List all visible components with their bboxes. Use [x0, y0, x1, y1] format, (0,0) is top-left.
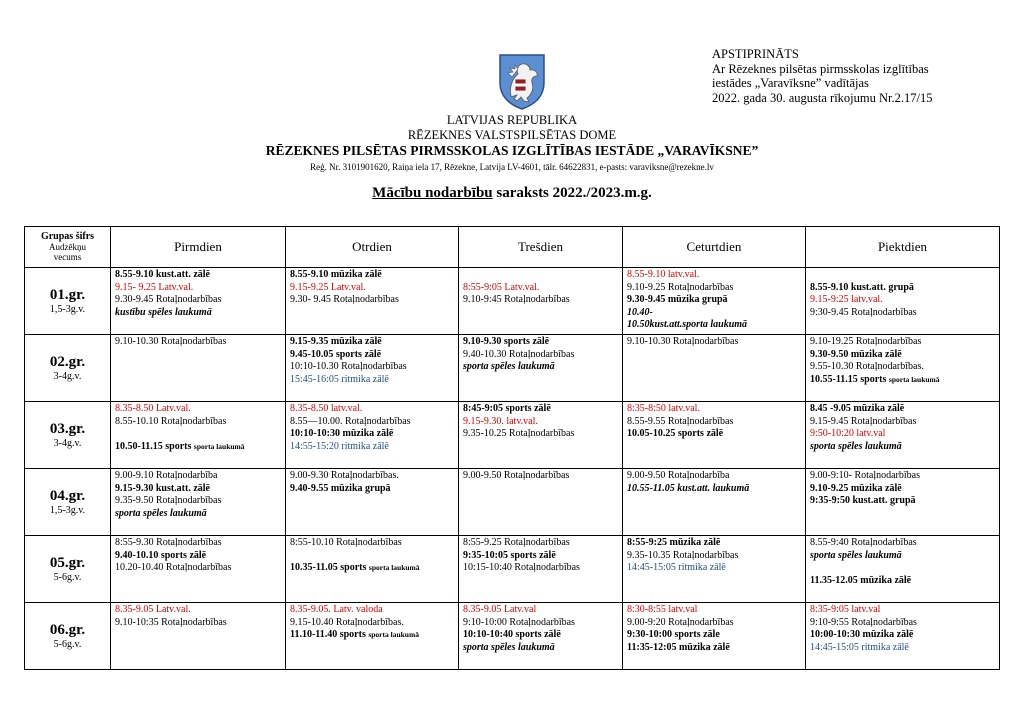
activity-text: 9:30-10:00 sports zāle — [627, 629, 720, 641]
group-cell — [25, 469, 111, 536]
activity-text: 9.40-10.30 Rotaļnodarbības — [463, 348, 575, 360]
schedule-cell — [111, 469, 286, 536]
activity-line — [290, 483, 454, 496]
activity-text: 8.35-8.50 Latv.val. — [115, 403, 191, 414]
activity-text: 9.40-10.10 sports zālē — [115, 549, 207, 561]
activity-line — [810, 483, 995, 496]
activity-line — [627, 617, 801, 630]
activity-line — [115, 416, 281, 429]
activity-line — [115, 604, 281, 617]
activity-line — [115, 269, 281, 282]
activity-text: 8:35-8:50 latv.val. — [627, 403, 700, 414]
activity-text: 10.35-11.05 sports — [290, 562, 367, 574]
activity-text: 8.35-9.05 Latv.val. — [115, 604, 191, 615]
activity-line — [115, 403, 281, 416]
institution-title: RĒZEKNES PILSĒTAS PIRMSSKOLAS IZGLĪTĪBAS IESTĀDE „VARAVĪKSNE” — [265, 143, 759, 158]
activity-text: 10.55-11.15 sports — [810, 373, 887, 385]
activity-line — [463, 470, 618, 483]
activity-line — [290, 403, 454, 416]
activity-line — [810, 416, 995, 429]
activity-line — [290, 349, 454, 362]
schedule-cell — [286, 603, 459, 670]
activity-line — [115, 307, 281, 320]
activity-text: 8.55-9.55 Rotaļnodarbības — [627, 415, 734, 427]
approval-line: APSTIPRINĀTS — [712, 47, 799, 61]
activity-line — [810, 349, 995, 362]
activity-line — [290, 441, 454, 454]
activity-text: 9:35-10:05 sports zālē — [463, 549, 556, 561]
schedule-cell — [286, 469, 459, 536]
activity-line — [115, 508, 281, 521]
activity-line — [810, 441, 995, 454]
table-row — [25, 603, 1000, 670]
schedule-cell — [111, 268, 286, 335]
approval-block — [712, 47, 1012, 105]
group-name: 03.gr. — [49, 420, 86, 437]
schedule-cell — [459, 335, 623, 402]
activity-line — [810, 282, 995, 295]
activity-text: 11.10-11.40 sports — [290, 629, 366, 641]
activity-text: 9.10-9:45 Rotaļnodarbības — [463, 294, 570, 306]
title-rest: saraksts 2022./2023.m.g. — [492, 185, 652, 201]
group-header-sub: vecums — [53, 252, 82, 262]
group-name: 01.gr. — [49, 286, 86, 303]
activity-text: 9:10-10:00 Rotaļnodarbības — [463, 616, 575, 628]
schedule-cell — [806, 469, 1000, 536]
schedule-cell — [459, 603, 623, 670]
activity-text: 8.35-9.05 Latv.val — [463, 604, 537, 615]
schedule-cell — [111, 335, 286, 402]
activity-text: 9.00-9.10 Rotaļnodarbība — [115, 470, 218, 481]
activity-line — [810, 374, 995, 387]
activity-text: 8:55-10.10 Rotaļnodarbības — [290, 537, 402, 548]
table-row — [25, 402, 1000, 469]
activity-text: 9.10-10:35 Rotaļnodarbības — [115, 616, 227, 628]
activity-line — [627, 403, 801, 416]
activity-text: 8:45-9:05 sports zālē — [463, 403, 551, 414]
schedule-cell — [286, 402, 459, 469]
activity-line — [810, 642, 995, 655]
activity-line — [463, 361, 618, 374]
schedule-cell — [623, 536, 806, 603]
activity-line — [290, 294, 454, 307]
activity-text: sporta spēles laukumā — [115, 507, 207, 519]
activity-line — [463, 416, 618, 429]
table-row — [25, 268, 1000, 335]
activity-line — [115, 495, 281, 508]
activity-line — [115, 336, 281, 349]
activity-line — [290, 416, 454, 429]
activity-line — [463, 629, 618, 642]
schedule-cell — [286, 268, 459, 335]
title-underlined: Mācību nodarbību — [372, 185, 493, 201]
group-age: 5-6g.v. — [53, 571, 82, 583]
activity-line — [627, 307, 801, 320]
schedule-cell — [623, 402, 806, 469]
activity-line — [115, 617, 281, 630]
activity-line — [463, 617, 618, 630]
activity-line — [463, 562, 618, 575]
table-row — [25, 536, 1000, 603]
group-column-header — [25, 227, 111, 268]
activity-text: 9.00-9.30 Rotaļnodarbības. — [290, 470, 399, 481]
activity-line — [810, 550, 995, 563]
activity-line — [290, 629, 454, 642]
day-header: Otrdien — [286, 227, 459, 268]
activity-line — [463, 428, 618, 441]
activity-line — [810, 428, 995, 441]
activity-line — [810, 403, 995, 416]
activity-text: 9.10-10.30 Rotaļnodarbības — [627, 336, 739, 347]
activity-line — [290, 428, 454, 441]
activity-text: 9.15-9.30. latv.val. — [463, 415, 538, 427]
activity-line — [290, 550, 454, 563]
activity-line — [115, 294, 281, 307]
activity-line — [810, 575, 995, 588]
activity-text: 10:10-10.30 Rotaļnodarbības — [290, 361, 407, 373]
activity-text: 9.15-9.35 mūzika zālē — [290, 336, 382, 347]
group-cell — [25, 536, 111, 603]
table-row — [25, 335, 1000, 402]
group-name: 04.gr. — [49, 487, 86, 504]
activity-line — [810, 307, 995, 320]
activity-text: 10:10-10:30 mūzika zālē — [290, 428, 394, 440]
group-header-sub: Audzēkņu — [49, 242, 86, 252]
coat-of-arms-icon — [497, 52, 547, 110]
activity-text: 8.55-9:40 Rotaļnodarbības — [810, 537, 917, 548]
registration-line: Reģ. Nr. 3101901620, Raiņa iela 17, Rēzekne, Latvija LV-4601, tālr. 64622831, e-pasts: varaviksne@rezekne.lv — [310, 162, 714, 172]
page-title — [0, 185, 1024, 202]
day-header: Pirmdien — [111, 227, 286, 268]
activity-text: 9.30- 9.45 Rotaļnodarbības — [290, 294, 399, 306]
group-cell — [25, 603, 111, 670]
group-age: 1,5-3g.v. — [49, 504, 86, 516]
activity-line — [290, 604, 454, 617]
activity-line — [627, 269, 801, 282]
day-header: Piektdien — [806, 227, 1000, 268]
group-name: 06.gr. — [49, 621, 86, 638]
activity-text: 9.15-9.25 Latv.val. — [290, 281, 366, 293]
activity-text: 9.45-10.05 sports zālē — [290, 348, 382, 360]
activity-text: sporta spēles laukumā — [463, 361, 555, 373]
activity-text: 11.35-12.05 mūzika zālē — [810, 574, 912, 586]
activity-text: 9:35-9:50 kust.att. grupā — [810, 495, 916, 507]
activity-line — [810, 629, 995, 642]
activity-line — [290, 269, 454, 282]
activity-text: 8:30-8:55 latv.val — [627, 604, 698, 615]
activity-text: 9.35-10.35 Rotaļnodarbības — [627, 549, 739, 561]
activity-text: 8:55-9:05 Latv.val. — [463, 281, 540, 293]
activity-line — [115, 562, 281, 575]
activity-text: 9.15-9.45 Rotaļnodarbības — [810, 415, 917, 427]
schedule-cell — [286, 536, 459, 603]
schedule-cell — [111, 402, 286, 469]
activity-line — [115, 537, 281, 550]
activity-line — [463, 604, 618, 617]
activity-line — [810, 562, 995, 575]
activity-line — [810, 336, 995, 349]
activity-text: 9.40-9.55 mūzika grupā — [290, 482, 391, 494]
activity-text: sporta spēles laukumā — [810, 440, 902, 452]
activity-text: 9.00-9.50 Rotaļnodarbība — [627, 470, 730, 481]
group-name: 05.gr. — [49, 554, 86, 571]
activity-line — [463, 336, 618, 349]
activity-text: 9.35-9.50 Rotaļnodarbības — [115, 495, 222, 507]
activity-line — [627, 294, 801, 307]
activity-text: 8.55-9.10 mūzika zālē — [290, 269, 382, 280]
activity-line — [290, 336, 454, 349]
schedule-cell — [459, 469, 623, 536]
activity-text: 14:45-15:05 ritmika zālē — [627, 562, 726, 574]
activity-line — [115, 470, 281, 483]
activity-text: 10:15-10:40 Rotaļnodarbības — [463, 562, 580, 574]
activity-line — [627, 416, 801, 429]
activity-text: 8.35-9.05. Latv. valoda — [290, 604, 383, 615]
activity-line — [115, 428, 281, 441]
activity-text: 8:55-9.30 Rotaļnodarbības — [115, 537, 222, 548]
activity-line — [810, 361, 995, 374]
activity-line — [627, 550, 801, 563]
activity-line — [627, 537, 801, 550]
activity-text: 9.10-9.25 mūzika zālē — [810, 482, 902, 494]
activity-text: 9.15-9:25 latv.val. — [810, 294, 883, 306]
group-age: 1,5-3g.v. — [49, 303, 86, 315]
schedule-cell — [459, 402, 623, 469]
activity-text: 10.40- — [627, 306, 653, 318]
schedule-cell — [459, 536, 623, 603]
schedule-cell — [806, 402, 1000, 469]
group-name: 02.gr. — [49, 353, 86, 370]
activity-line — [290, 562, 454, 575]
activity-line — [627, 642, 801, 655]
activity-text: 9.10-9.25 Rotaļnodarbības — [627, 281, 734, 293]
activity-line — [810, 470, 995, 483]
schedule-cell — [286, 335, 459, 402]
schedule-table — [24, 226, 1000, 670]
activity-text: 8.55-9.10 latv.val. — [627, 269, 700, 280]
activity-text: 10.50kust.att.sporta laukumā — [627, 319, 748, 331]
republic-title: LATVIJAS REPUBLIKA — [446, 113, 578, 127]
group-age: 3-4g.v. — [53, 370, 82, 382]
schedule-cell — [806, 268, 1000, 335]
activity-text: 8.55-9.10 kust.att. zālē — [115, 269, 210, 280]
activity-line — [463, 537, 618, 550]
schedule-cell — [623, 469, 806, 536]
activity-line — [810, 537, 995, 550]
activity-line — [627, 428, 801, 441]
activity-text: 8.55—10.00. Rotaļnodarbības — [290, 415, 411, 427]
activity-line — [810, 617, 995, 630]
approval-line: Ar Rēzeknes pilsētas pirmsskolas izglītības — [712, 61, 929, 76]
day-header: Trešdien — [459, 227, 623, 268]
schedule-cell — [806, 335, 1000, 402]
header-row — [25, 227, 1000, 268]
activity-text: 10.55-11.05 kust.att. laukumā — [627, 482, 750, 494]
activity-line — [290, 374, 454, 387]
activity-text: 9.10-19.25 Rotaļnodarbības — [810, 336, 922, 347]
activity-line — [115, 441, 281, 454]
activity-text: 9.00-9:10- Rotaļnodarbības — [810, 470, 920, 481]
activity-text: 14:45-15:05 ritmika zālē — [810, 641, 909, 653]
activity-line — [627, 629, 801, 642]
activity-text: 9.15-10.40 Rotaļnodarbības. — [290, 616, 404, 628]
activity-text: 9:30-9.45 Rotaļnodarbības — [810, 306, 917, 318]
schedule-cell — [623, 268, 806, 335]
schedule-cell — [111, 603, 286, 670]
day-header: Ceturtdien — [623, 227, 806, 268]
activity-text: 8.35-8.50 latv.val. — [290, 403, 363, 414]
approval-line: 2022. gada 30. augusta rīkojumu Nr.2.17/15 — [712, 90, 933, 105]
activity-line — [627, 604, 801, 617]
activity-text: 14:55-15:20 ritmika zālē — [290, 440, 389, 452]
activity-text: 10:00-10:30 mūzika zālē — [810, 629, 914, 641]
activity-line — [627, 319, 801, 332]
activity-text: 10.05-10.25 sports zālē — [627, 428, 724, 440]
activity-line — [627, 336, 801, 349]
activity-text: 9.10-10.30 Rotaļnodarbības — [115, 336, 227, 347]
activity-text: 9.15- 9.25 Latv.val. — [115, 281, 194, 293]
activity-text: 9.00-9:20 Rotaļnodarbības — [627, 616, 734, 628]
council-title: RĒZEKNES VALSTSPILSĒTAS DOME — [407, 128, 617, 142]
activity-line — [463, 349, 618, 362]
activity-line — [290, 537, 454, 550]
activity-line — [463, 550, 618, 563]
activity-line — [627, 483, 801, 496]
activity-line — [810, 495, 995, 508]
activity-text: 8.55-10.10 Rotaļnodarbības — [115, 415, 227, 427]
activity-line — [290, 361, 454, 374]
schedule-cell — [623, 603, 806, 670]
activity-text: 9.30-9.50 mūzika zālē — [810, 348, 902, 360]
activity-text: 10.20-10.40 Rotaļnodarbības — [115, 562, 232, 574]
activity-line — [290, 470, 454, 483]
activity-line — [115, 282, 281, 295]
activity-line — [463, 294, 618, 307]
schedule-cell — [806, 536, 1000, 603]
activity-text: 9.35-10.25 Rotaļnodarbības — [463, 428, 575, 440]
activity-text: 8:35-9:05 latv.val — [810, 604, 881, 615]
activity-line — [810, 269, 995, 282]
activity-line — [810, 294, 995, 307]
schedule-cell — [111, 536, 286, 603]
activity-line — [627, 470, 801, 483]
schedule-cell — [806, 603, 1000, 670]
activity-line — [463, 269, 618, 282]
activity-line — [627, 562, 801, 575]
activity-text: 9.10-9.30 sports zālē — [463, 336, 550, 347]
group-cell — [25, 268, 111, 335]
activity-text: 10.50-11.15 sports — [115, 440, 192, 452]
activity-text: 9.00-9.50 Rotaļnodarbības — [463, 470, 570, 481]
activity-line — [463, 282, 618, 295]
activity-text: 8:55-9:25 mūzika zālē — [627, 537, 721, 548]
activity-line — [810, 604, 995, 617]
schedule-cell — [459, 268, 623, 335]
group-age: 5-6g.v. — [53, 638, 82, 650]
activity-text: 8.55-9.10 kust.att. grupā — [810, 281, 914, 293]
activity-text: 11:35-12:05 mūzika zālē — [627, 641, 730, 653]
activity-location: sporta laukumā — [193, 441, 245, 451]
activity-line — [627, 282, 801, 295]
activity-location: sporta laukumā — [368, 563, 420, 573]
activity-text: 8:55-9.25 Rotaļnodarbības — [463, 537, 570, 548]
group-cell — [25, 335, 111, 402]
activity-location: sporta laukumā — [888, 374, 940, 384]
group-age: 3-4g.v. — [53, 437, 82, 449]
activity-text: 8.45 -9.05 mūzika zālē — [810, 403, 905, 414]
activity-text: 9.30-9.45 mūzika grupā — [627, 294, 728, 306]
activity-line — [463, 642, 618, 655]
table-row — [25, 469, 1000, 536]
activity-location: sporta laukumā — [368, 630, 419, 640]
activity-text: 10:10-10:40 sports zālē — [463, 629, 561, 641]
activity-text: sporta spēles laukumā — [810, 549, 902, 561]
activity-text: sporta spēles laukumā — [463, 641, 555, 653]
activity-text: 15:45-16:05 ritmika zālē — [290, 373, 389, 385]
activity-text: 9.30-9.45 Rotaļnodarbības — [115, 294, 222, 306]
activity-text: 9.55-10.30 Rotaļnodarbības. — [810, 361, 924, 373]
group-cell — [25, 402, 111, 469]
activity-line — [115, 550, 281, 563]
activity-text: 9:10-9:55 Rotaļnodarbības — [810, 616, 917, 628]
activity-text: 9.15-9.30 kust.att. zālē — [115, 482, 210, 494]
activity-line — [115, 483, 281, 496]
schedule-cell — [623, 335, 806, 402]
activity-line — [290, 282, 454, 295]
activity-text: 9:50-10:20 latv.val — [810, 428, 886, 440]
activity-text: kustību spēles laukumā — [115, 306, 212, 318]
group-header-title: Grupas šifrs — [40, 231, 95, 242]
approval-line: iestādes „Varavīksne” vadītājas — [712, 76, 869, 90]
activity-line — [290, 617, 454, 630]
activity-line — [463, 403, 618, 416]
